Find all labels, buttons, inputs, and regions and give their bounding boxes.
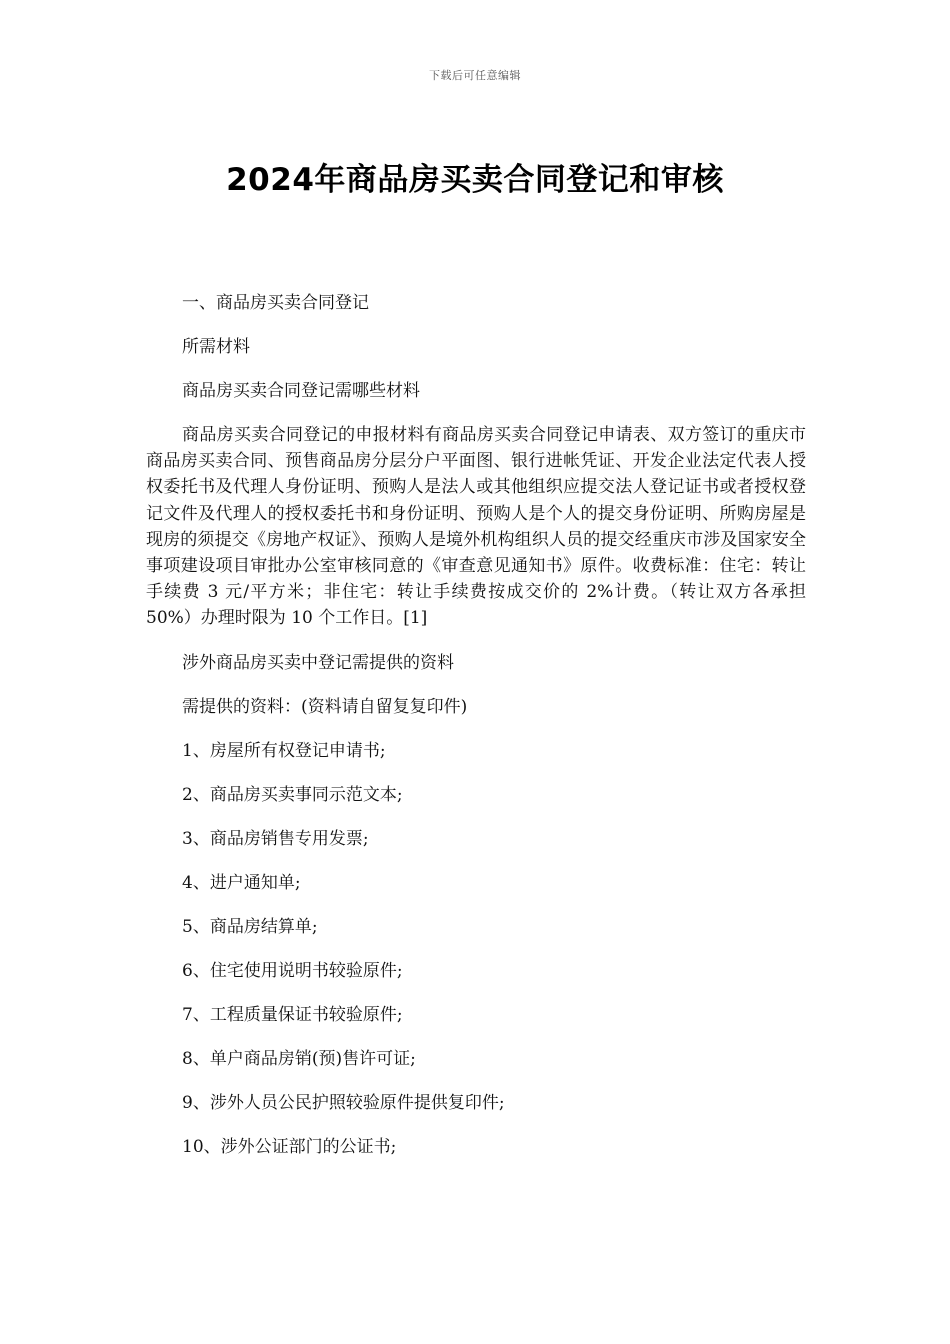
subheading-registration-materials: 商品房买卖合同登记需哪些材料 <box>182 381 420 401</box>
section-heading: 一、商品房买卖合同登记 <box>182 293 369 313</box>
list-item: 6、住宅使用说明书较验原件; <box>182 960 403 981</box>
list-item: 4、进户通知单; <box>182 872 301 893</box>
list-item: 9、涉外人员公民护照较验原件提供复印件; <box>182 1092 505 1113</box>
list-intro: 需提供的资料：(资料请自留复复印件) <box>182 696 468 717</box>
subheading-foreign: 涉外商品房买卖中登记需提供的资料 <box>182 652 454 673</box>
list-item: 10、涉外公证部门的公证书; <box>182 1136 397 1157</box>
list-item: 5、商品房结算单; <box>182 916 318 937</box>
list-item: 8、单户商品房销(预)售许可证; <box>182 1048 416 1069</box>
subheading-materials: 所需材料 <box>182 337 250 357</box>
document-title: 2024年商品房买卖合同登记和审核 <box>226 162 724 198</box>
materials-list <box>146 738 806 1160</box>
body-paragraph: 商品房买卖合同登记的申报材料有商品房买卖合同登记申请表、双方签订的重庆市商品房买卖合同、预售商品房分层分户平面图、银行进帐凭证、开发企业法定代表人授权委托书及代理人身份证明、预购人是法人或其他组织应提交法人登记证书或者授权登记文件及代理人的授权委托书和身份证明、预购人是个人的提交身份证明、所购房屋是现房的须提交《房地产权证》、预购人是境外机构组织人员的提交经重庆市涉及国家安全事项建设项目审批办公室审核同意的《审查意见通知书》原件。收费标准：住宅：转让手续费 3 元/平方米；非住宅：转让手续费按成交价的 2%计费。（转让双方各承担 50%）办理时限为 10 个工作日。[1] <box>146 425 806 629</box>
header-note: 下载后可任意编辑 <box>429 69 521 82</box>
list-item: 3、商品房销售专用发票; <box>182 828 369 849</box>
document-body <box>146 290 806 1178</box>
list-item: 2、商品房买卖事同示范文本; <box>182 784 403 805</box>
list-item: 7、工程质量保证书较验原件; <box>182 1004 403 1025</box>
list-item: 1、房屋所有权登记申请书; <box>182 740 386 761</box>
